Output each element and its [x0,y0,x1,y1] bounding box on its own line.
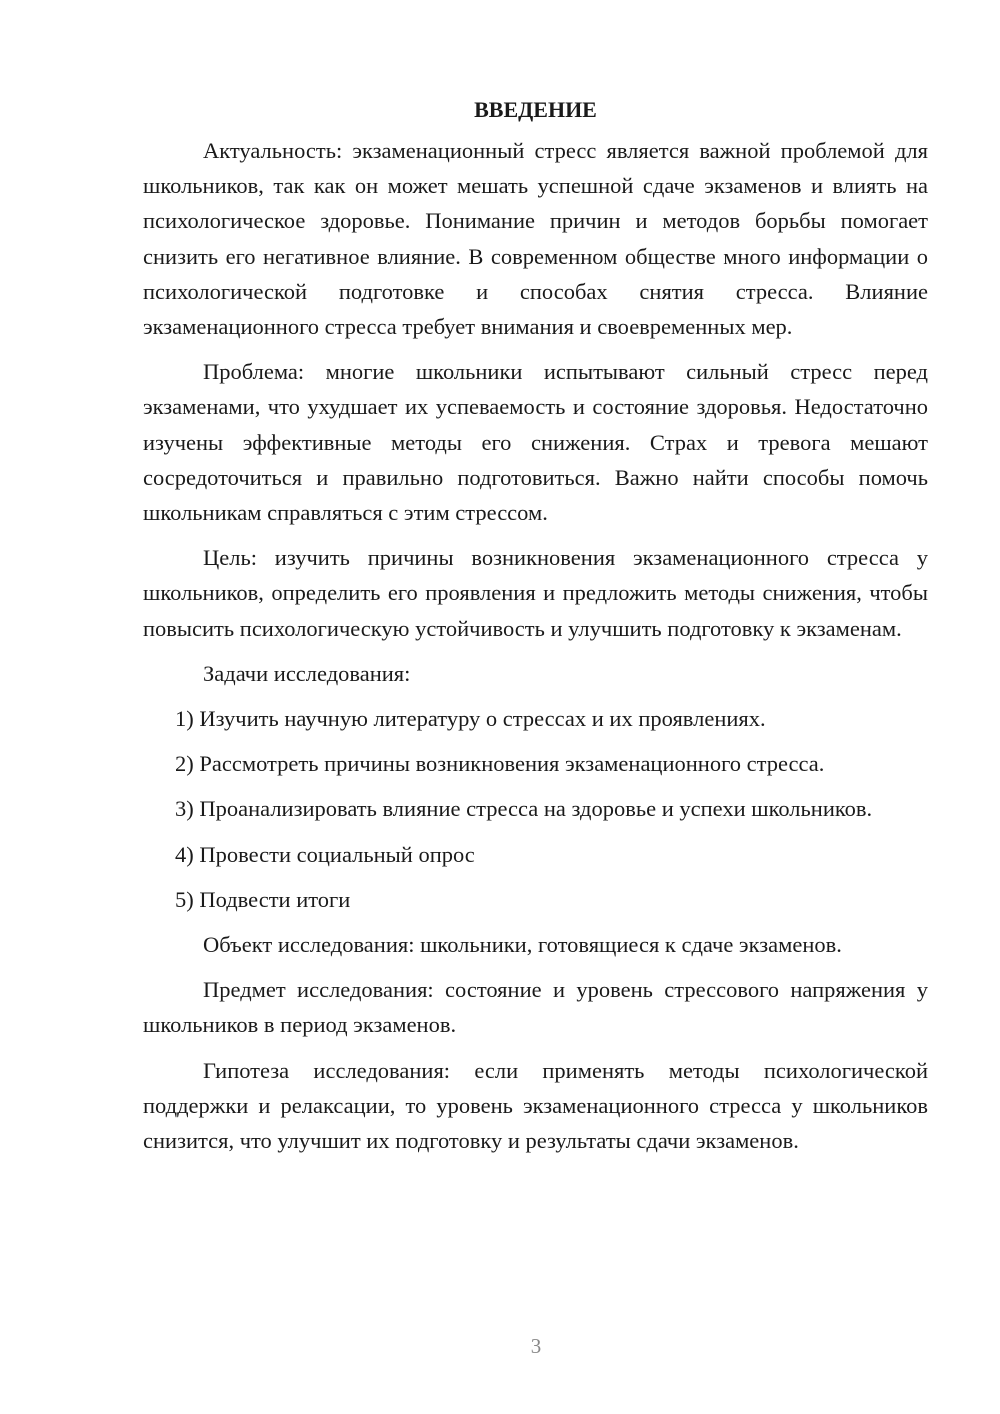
task-item-4: 4) Провести социальный опрос [175,841,475,867]
page-number: 3 [530,1334,542,1358]
paragraph-object: Объект исследования: школьники, готовящиеся к сдаче экзаменов. [203,932,842,958]
tasks-heading: Задачи исследования: [203,660,411,686]
task-item-1: 1) Изучить научную литературу о стрессах и их проявлениях. [175,706,766,732]
paragraph-problem: Проблема: многие школьники испытывают сильный стресс перед экзаменами, что ухудшает их успеваемость и состояние здоровья. Недостаточно изучены эффективные методы его снижения. Страх и тревога мешают сосредоточиться и правильно подготовиться. Важно найти способы помочь школьникам справляться с этим стрессом. [143,359,928,526]
task-item-2: 2) Рассмотреть причины возникновения экзаменационного стресса. [175,751,825,777]
paragraph-goal: Цель: изучить причины возникновения экзаменационного стресса у школьников, определить его проявления и предложить методы снижения, чтобы повысить психологическую устойчивость и улучшить подготовку к экзаменам. [143,545,928,641]
task-item-5: 5) Подвести итоги [175,886,351,912]
paragraph-hypothesis: Гипотеза исследования: если применять методы психологической поддержки и релаксации, то уровень экзаменационного стресса у школьников снизится, что улучшит их подготовку и результаты сдачи экзаменов. [143,1057,928,1154]
document-page [143,92,928,1158]
task-item-3: 3) Проанализировать влияние стресса на здоровье и успехи школьников. [175,796,873,822]
page-title: ВВЕДЕНИЕ [474,97,597,122]
paragraph-subject: Предмет исследования: состояние и уровень стрессового напряжения у школьников в период экзаменов. [143,977,928,1038]
paragraph-relevance: Актуальность: экзаменационный стресс является важной проблемой для школьников, так как он может мешать успешной сдаче экзаменов и влиять на психологическое здоровье. Понимание причин и методов борьбы помогает снизить его негативное влияние. В современном обществе много информации о психологической подготовке и способах снятия стресса. Влияние экзаменационного стресса требует внимания и своевременных мер. [143,138,928,340]
